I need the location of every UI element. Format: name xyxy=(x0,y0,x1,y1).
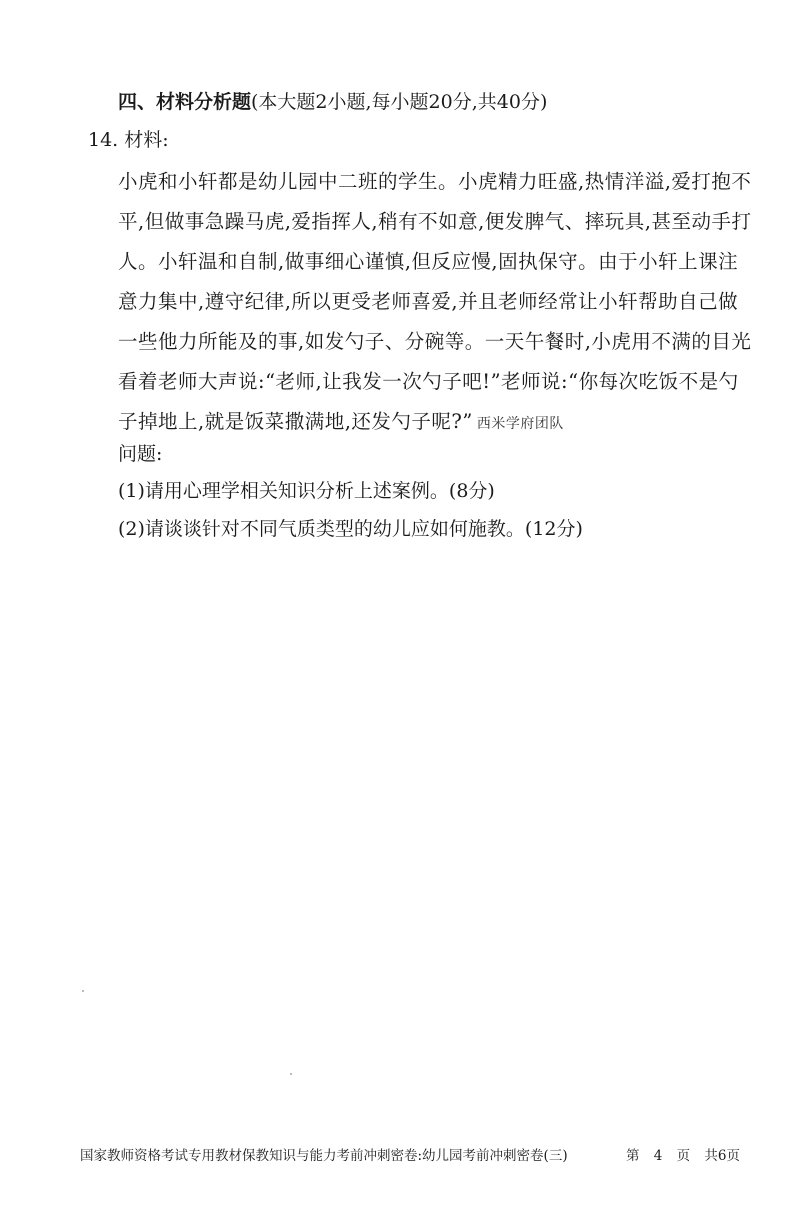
page-footer xyxy=(80,1146,740,1166)
material-line: 小虎和小轩都是幼儿园中二班的学生。小虎精力旺盛,热情洋溢,爱打抱不 xyxy=(118,170,752,193)
question-header xyxy=(88,126,169,154)
section-title: 四、材料分析题 xyxy=(118,91,252,113)
scan-speck xyxy=(82,990,84,992)
material-line: 一些他力所能及的事,如发勺子、分碗等。一天午餐时,小虎用不满的目光 xyxy=(118,330,752,353)
material-line: 看着老师大声说:“老师,让我发一次勺子吧!”老师说:“你每次吃饭不是勺 xyxy=(118,370,739,393)
material-line: 平,但做事急躁马虎,爱指挥人,稍有不如意,便发脾气、摔玩具,甚至动手打 xyxy=(118,210,752,233)
watermark-text: 西米学府团队 xyxy=(476,416,564,432)
material-line-last xyxy=(118,402,730,442)
question-number: 14. xyxy=(88,129,119,151)
section-note: (本大题2小题,每小题20分,共40分) xyxy=(251,91,548,113)
sub-question-2: (2)请谈谈针对不同气质类型的幼儿应如何施教。(12分) xyxy=(118,518,583,540)
material-label: 材料: xyxy=(124,129,169,151)
material-line: 意力集中,遵守纪律,所以更受老师喜爱,并且老师经常让小轩帮助自己做 xyxy=(118,290,739,313)
material-line: 人。小轩温和自制,做事细心谨慎,但反应慢,固执保守。由于小轩上课注 xyxy=(118,250,739,273)
footer-page-info: 第 4 页 共6页 xyxy=(625,1148,740,1164)
questions-label: 问题: xyxy=(118,443,163,465)
footer-book-title: 国家教师资格考试专用教材保教知识与能力考前冲刺密卷:幼儿园考前冲刺密卷(三) xyxy=(80,1148,568,1164)
material-line: 子掉地上,就是饭菜撒满地,还发勺子呢?” xyxy=(118,410,473,433)
section-heading xyxy=(118,88,547,116)
sub-question-1: (1)请用心理学相关知识分析上述案例。(8分) xyxy=(118,480,495,502)
scan-speck xyxy=(290,1073,292,1075)
material-text xyxy=(118,162,752,442)
